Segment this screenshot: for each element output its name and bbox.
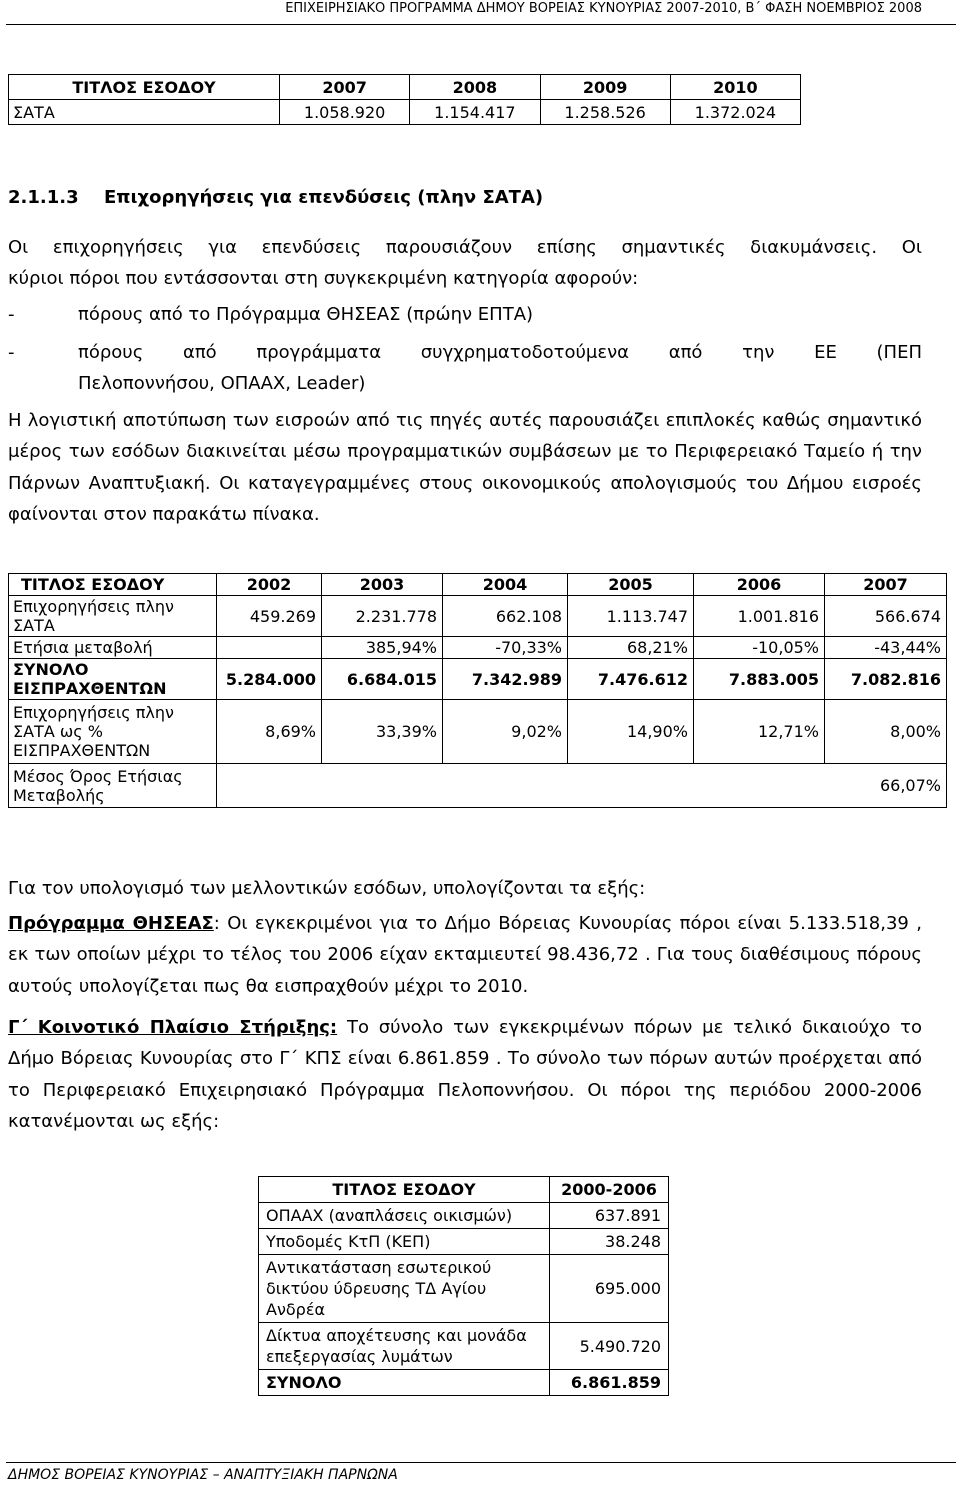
table-cell-value: -10,05%	[694, 637, 825, 659]
table-header-row	[9, 75, 801, 100]
thiseas-label: Πρόγραμμα ΘΗΣΕΑΣ	[8, 913, 214, 934]
table-cell-value: 637.891	[550, 1203, 669, 1229]
table-header-cell: 2006	[694, 574, 825, 596]
table-cell-value: 7.342.989	[443, 659, 568, 700]
table-cell-value: 9,02%	[443, 700, 568, 764]
table-header-cell: ΤΙΤΛΟΣ ΕΣΟΔΟΥ	[9, 574, 217, 596]
table-cell-value: 5.490.720	[550, 1323, 669, 1370]
table-cell-value: 6.684.015	[322, 659, 443, 700]
table-cell-label: ΣΥΝΟΛΟ	[259, 1370, 550, 1396]
thiseas-paragraph	[8, 908, 922, 1002]
table-header-cell: ΤΙΤΛΟΣ ΕΣΟΔΟΥ	[9, 75, 280, 100]
table-cell-value: 33,39%	[322, 700, 443, 764]
body-paragraph: Για τον υπολογισμό των μελλοντικών εσόδων, υπολογίζονται τα εξής:	[8, 878, 646, 899]
page-footer: ΔΗΜΟΣ ΒΟΡΕΙΑΣ ΚΥΝΟΥΡΙΑΣ – ΑΝΑΠΤΥΞΙΑΚΗ ΠΑΡΝΩΝΑ	[8, 1467, 398, 1483]
table-cell-value: 1.372.024	[670, 100, 800, 125]
table-header-row	[259, 1177, 669, 1203]
table-cell-value: 662.108	[443, 596, 568, 637]
sata-income-table	[8, 74, 801, 125]
table-cell-value: -70,33%	[443, 637, 568, 659]
table-row	[259, 1229, 669, 1255]
table-cell-value: 38.248	[550, 1229, 669, 1255]
table-cell-label: ΟΠΑΑΧ (αναπλάσεις οικισμών)	[259, 1203, 550, 1229]
thiseas-text: : Οι εγκεκριμένοι για το Δήμο Βόρειας Κυνουρίας πόροι είναι 5.133.518,39 , εκ των οποίων μέχρι το τέλος του 2006 είχαν εκταμιευτεί 98.436,72 . Για τους διαθέσιμους πόρους αυτούς υπολογίζεται πως θα εισπραχθούν μέχρι το 2010.	[8, 913, 922, 997]
table-header-cell: 2003	[322, 574, 443, 596]
table-total-row	[259, 1370, 669, 1396]
table-cell-value: 6.861.859	[550, 1370, 669, 1396]
intro-line-2: κύριοι πόροι που εντάσσονται στη συγκεκριμένη κατηγορία αφορούν:	[8, 268, 639, 289]
table-cell-label: Επιχορηγήσεις πλην ΣΑΤΑ ως % ΕΙΣΠΡΑΧΘΕΝΤΩΝ	[9, 700, 217, 764]
table-cell-value	[217, 637, 322, 659]
table-cell-value: 1.258.526	[540, 100, 670, 125]
table-cell-value: 459.269	[217, 596, 322, 637]
table-header-cell: 2010	[670, 75, 800, 100]
section-number: 2.1.1.3	[8, 187, 79, 208]
table-cell-value: 7.476.612	[568, 659, 694, 700]
kps-text: Το σύνολο των εγκεκριμένων πόρων με τελικό δικαιούχο το Δήμο Βόρειας Κυνουρίας στο Γ΄ ΚΠΣ είναι 6.861.859 . Το σύνολο των πόρων αυτών προέρχεται από το Περιφερειακό Επιχειρησιακό Πρόγραμμα Πελοποννήσου. Οι πόροι της περιόδου 2000-2006 κατανέμονται ως εξής:	[8, 1017, 923, 1132]
table-cell-value: -43,44%	[825, 637, 947, 659]
bullet-dash: -	[8, 304, 15, 325]
table-header-cell: 2008	[410, 75, 540, 100]
table-header-cell: 2005	[568, 574, 694, 596]
bullet-text: πόρους από προγράμματα συγχρηματοδοτούμενα από την ΕΕ (ΠΕΠ	[78, 342, 922, 363]
table-cell-value: 566.674	[825, 596, 947, 637]
table-header-cell: 2004	[443, 574, 568, 596]
section-title: Επιχορηγήσεις για επενδύσεις (πλην ΣΑΤΑ)	[104, 187, 544, 208]
kps-paragraph	[8, 1012, 922, 1137]
table-cell-value: 5.284.000	[217, 659, 322, 700]
table-cell-label: Μέσος Όρος Ετήσιας Μεταβολής	[9, 764, 217, 808]
table-cell-label: ΣΥΝΟΛΟ ΕΙΣΠΡΑΧΘΕΝΤΩΝ	[9, 659, 217, 700]
grants-table	[8, 573, 947, 808]
kps-resources-table	[258, 1176, 669, 1396]
table-row	[9, 659, 947, 700]
table-cell-label: Επιχορηγήσεις πλην ΣΑΤΑ	[9, 596, 217, 637]
table-row	[9, 596, 947, 637]
table-row	[9, 764, 947, 808]
body-paragraph: Η λογιστική αποτύπωση των εισροών από τις πηγές αυτές παρουσιάζει επιπλοκές καθώς σημαντικό μέρος των εσόδων διακινείται μέσω προγραμματικών συμβάσεων με το Περιφερειακό Ταμείο ή την Πάρνων Αναπτυξιακή. Οι καταγεγραμμένες στους οικονομικούς απολογισμούς του Δήμου εισροές φαίνονται στον παρακάτω πίνακα.	[8, 410, 922, 525]
footer-divider	[6, 1462, 956, 1463]
table-header-cell: 2007	[825, 574, 947, 596]
table-row	[259, 1203, 669, 1229]
table-cell-label: Υποδομές ΚτΠ (ΚΕΠ)	[259, 1229, 550, 1255]
section-heading	[8, 187, 543, 208]
table-row	[259, 1323, 669, 1370]
bullet-dash: -	[8, 342, 15, 363]
table-cell-value: 68,21%	[568, 637, 694, 659]
table-row	[9, 100, 801, 125]
page-header: ΕΠΙΧΕΙΡΗΣΙΑΚΟ ΠΡΟΓΡΑΜΜΑ ΔΗΜΟΥ ΒΟΡΕΙΑΣ ΚΥΝΟΥΡΙΑΣ 2007-2010, Β΄ ΦΑΣΗ ΝΟΕΜΒΡΙΟΣ 2008	[285, 1, 922, 16]
table-cell-label: ΣΑΤΑ	[9, 100, 280, 125]
kps-label: Γ΄ Κοινοτικό Πλαίσιο Στήριξης:	[8, 1017, 338, 1038]
table-cell-value: 7.082.816	[825, 659, 947, 700]
table-header-cell: 2009	[540, 75, 670, 100]
table-row	[9, 700, 947, 764]
table-cell-value: 2.231.778	[322, 596, 443, 637]
table-cell-value: 12,71%	[694, 700, 825, 764]
table-cell-value: 14,90%	[568, 700, 694, 764]
table-cell-value: 1.154.417	[410, 100, 540, 125]
table-cell-value: 695.000	[550, 1255, 669, 1323]
bullet-text: πόρους από το Πρόγραμμα ΘΗΣΕΑΣ (πρώην ΕΠΤΑ)	[78, 304, 534, 325]
table-cell-label: Ετήσια μεταβολή	[9, 637, 217, 659]
table-cell-value: 385,94%	[322, 637, 443, 659]
table-cell-value: 1.001.816	[694, 596, 825, 637]
table-cell-value: 8,00%	[825, 700, 947, 764]
intro-line-1: Οι επιχορηγήσεις για επενδύσεις παρουσιάζουν επίσης σημαντικές διακυμάνσεις. Οι	[8, 237, 922, 258]
table-row	[259, 1255, 669, 1323]
table-header-row	[9, 574, 947, 596]
table-header-cell: 2000-2006	[550, 1177, 669, 1203]
header-divider	[6, 24, 956, 25]
table-cell-value: 1.113.747	[568, 596, 694, 637]
table-cell-value: 66,07%	[217, 764, 947, 808]
table-header-cell: 2002	[217, 574, 322, 596]
bullet-continuation: Πελοποννήσου, ΟΠΑΑΧ, Leader)	[78, 373, 366, 394]
table-cell-value: 1.058.920	[280, 100, 410, 125]
table-row	[9, 637, 947, 659]
table-cell-value: 8,69%	[217, 700, 322, 764]
table-cell-label: Αντικατάσταση εσωτερικού δικτύου ύδρευσης ΤΔ Αγίου Ανδρέα	[259, 1255, 550, 1323]
table-header-cell: 2007	[280, 75, 410, 100]
table-header-cell: ΤΙΤΛΟΣ ΕΣΟΔΟΥ	[259, 1177, 550, 1203]
table-cell-label: Δίκτυα αποχέτευσης και μονάδα επεξεργασίας λυμάτων	[259, 1323, 550, 1370]
table-cell-value: 7.883.005	[694, 659, 825, 700]
